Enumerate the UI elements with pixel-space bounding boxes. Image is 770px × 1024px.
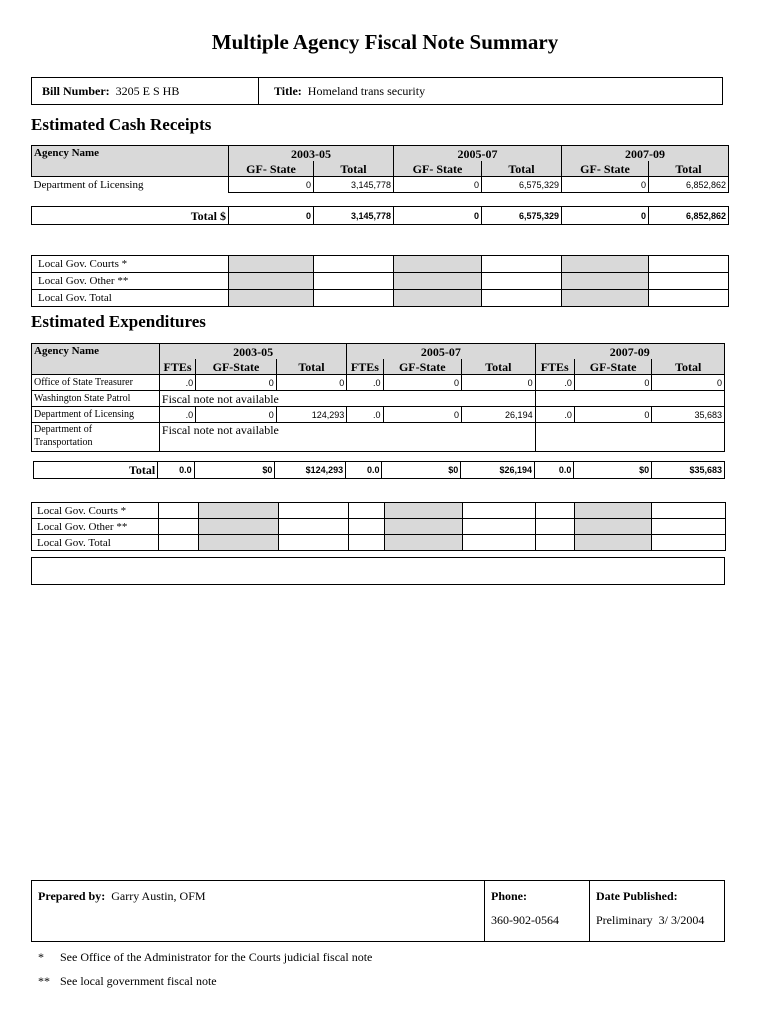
total-header: Total — [276, 359, 347, 375]
cell-value: 0 — [574, 407, 652, 423]
prepared-by — [38, 889, 206, 904]
bill-header-box — [31, 77, 723, 105]
cell-value: 26,194 — [462, 407, 536, 423]
agency-name: Washington State Patrol — [32, 391, 160, 407]
comments-box — [31, 557, 725, 585]
total-value: 0.0 — [535, 462, 574, 479]
local-label: Local Gov. Total — [32, 535, 159, 551]
footer-divider — [589, 881, 590, 941]
cell-value: .0 — [347, 407, 383, 423]
cell-value: 0 — [383, 375, 462, 391]
footnote-mark: * — [38, 950, 44, 964]
total-label: Total $ — [32, 207, 229, 225]
footnote — [38, 950, 372, 965]
total-value: $0 — [574, 462, 652, 479]
total-value: 3,145,778 — [314, 207, 394, 225]
footnote-mark: ** — [38, 974, 50, 988]
total-value: $26,194 — [461, 462, 535, 479]
cell-value: 3,145,778 — [314, 177, 394, 193]
cell-value: .0 — [159, 407, 195, 423]
receipts-local-table — [31, 255, 729, 307]
total-header: Total — [649, 161, 729, 177]
total-header: Total — [652, 359, 725, 375]
date-published-label: Date Published: — [596, 889, 678, 903]
footer-box — [31, 880, 725, 942]
gf-state-header: GF- State — [394, 161, 482, 177]
table-row — [32, 391, 725, 407]
bill-number-value: 3205 E S HB — [115, 84, 180, 98]
expenditures-heading: Estimated Expenditures — [31, 312, 206, 331]
local-row — [32, 535, 726, 551]
local-label: Local Gov. Other ** — [32, 273, 229, 290]
page-title: Multiple Agency Fiscal Note Summary — [211, 30, 559, 54]
bill-number — [42, 78, 179, 104]
ftes-header: FTEs — [159, 359, 195, 375]
ftes-header: FTEs — [347, 359, 383, 375]
period-header: 2003-05 — [229, 146, 394, 162]
period-header: 2005-07 — [347, 344, 535, 360]
cell-value: .0 — [347, 375, 383, 391]
cell-value: 0 — [562, 177, 649, 193]
bill-title-label: Title: — [274, 84, 302, 98]
local-label: Local Gov. Total — [32, 290, 229, 307]
cell-value: 0 — [276, 375, 347, 391]
total-value: 0 — [394, 207, 482, 225]
total-value: 6,575,329 — [482, 207, 562, 225]
total-header: Total — [482, 161, 562, 177]
agency-name: Department of Licensing — [32, 177, 229, 193]
header-divider — [258, 78, 259, 104]
local-row — [32, 273, 729, 290]
agency-name: Department of Licensing — [32, 407, 160, 423]
footnote — [38, 974, 217, 989]
cell-value: 0 — [383, 407, 462, 423]
total-value: $0 — [194, 462, 275, 479]
cell-value: 0 — [462, 375, 536, 391]
phone-label: Phone: — [491, 889, 527, 903]
table-row — [32, 177, 729, 193]
local-row — [32, 256, 729, 273]
cell-value: 0 — [574, 375, 652, 391]
local-label: Local Gov. Other ** — [32, 519, 159, 535]
bill-number-label: Bill Number: — [42, 84, 110, 98]
period-header: 2003-05 — [159, 344, 346, 360]
gf-state-header: GF-State — [383, 359, 462, 375]
cell-value: 0 — [196, 407, 277, 423]
phone-value: 360-902-0564 — [491, 913, 559, 927]
cell-value: 0 — [652, 375, 725, 391]
agency-name-line: Department of — [34, 424, 93, 435]
prepared-by-label: Prepared by: — [38, 889, 106, 903]
cell-value: 124,293 — [276, 407, 347, 423]
table-row — [32, 423, 725, 452]
prepared-by-value: Garry Austin, OFM — [111, 889, 206, 903]
total-value: 6,852,862 — [649, 207, 729, 225]
total-value: $0 — [382, 462, 461, 479]
total-value: 0.0 — [346, 462, 382, 479]
agency-name-header: Agency Name — [32, 146, 229, 177]
expenditures-local-table — [31, 502, 726, 551]
footer-divider — [484, 881, 485, 941]
receipts-total-table — [31, 206, 729, 225]
cell-value: 0 — [394, 177, 482, 193]
agency-name — [32, 423, 160, 452]
gf-state-header: GF- State — [562, 161, 649, 177]
receipts-table — [31, 145, 729, 193]
fiscal-note-status: Fiscal note not available — [159, 423, 535, 452]
table-row — [32, 407, 725, 423]
bill-title — [274, 78, 425, 104]
period-header: 2007-09 — [535, 344, 724, 360]
footnote-text: See Office of the Administrator for the Courts judicial fiscal note — [60, 950, 373, 964]
gf-state-header: GF-State — [574, 359, 652, 375]
ftes-header: FTEs — [535, 359, 574, 375]
agency-name: Office of State Treasurer — [32, 375, 160, 391]
period-header: 2005-07 — [394, 146, 562, 162]
period-header: 2007-09 — [562, 146, 729, 162]
footnote-text: See local government fiscal note — [60, 974, 217, 988]
total-label: Total — [34, 462, 158, 479]
cell-value: .0 — [535, 407, 574, 423]
agency-name-line: Transportation — [34, 437, 93, 448]
total-header: Total — [462, 359, 536, 375]
table-row — [32, 375, 725, 391]
local-label: Local Gov. Courts * — [32, 256, 229, 273]
cell-value: 35,683 — [652, 407, 725, 423]
local-label: Local Gov. Courts * — [32, 503, 159, 519]
total-row — [34, 462, 725, 479]
total-value: 0 — [562, 207, 649, 225]
total-value: 0 — [229, 207, 314, 225]
total-row — [32, 207, 729, 225]
gf-state-header: GF-State — [196, 359, 277, 375]
cell-value: 6,852,862 — [649, 177, 729, 193]
receipts-heading: Estimated Cash Receipts — [31, 115, 212, 134]
total-value: 0.0 — [158, 462, 194, 479]
local-row — [32, 503, 726, 519]
cell-value: .0 — [159, 375, 195, 391]
agency-name-header: Agency Name — [32, 344, 160, 375]
expenditures-total-table — [33, 461, 725, 479]
date-published-value: Preliminary 3/ 3/2004 — [596, 913, 705, 927]
fiscal-note-status: Fiscal note not available — [159, 391, 535, 407]
total-value: $35,683 — [652, 462, 725, 479]
cell-value: 6,575,329 — [482, 177, 562, 193]
gf-state-header: GF- State — [229, 161, 314, 177]
local-row — [32, 290, 729, 307]
local-row — [32, 519, 726, 535]
total-header: Total — [314, 161, 394, 177]
bill-title-value: Homeland trans security — [307, 84, 426, 98]
expenditures-table — [31, 343, 725, 452]
cell-value: .0 — [535, 375, 574, 391]
total-value: $124,293 — [275, 462, 346, 479]
cell-value: 0 — [229, 177, 314, 193]
cell-value: 0 — [196, 375, 277, 391]
